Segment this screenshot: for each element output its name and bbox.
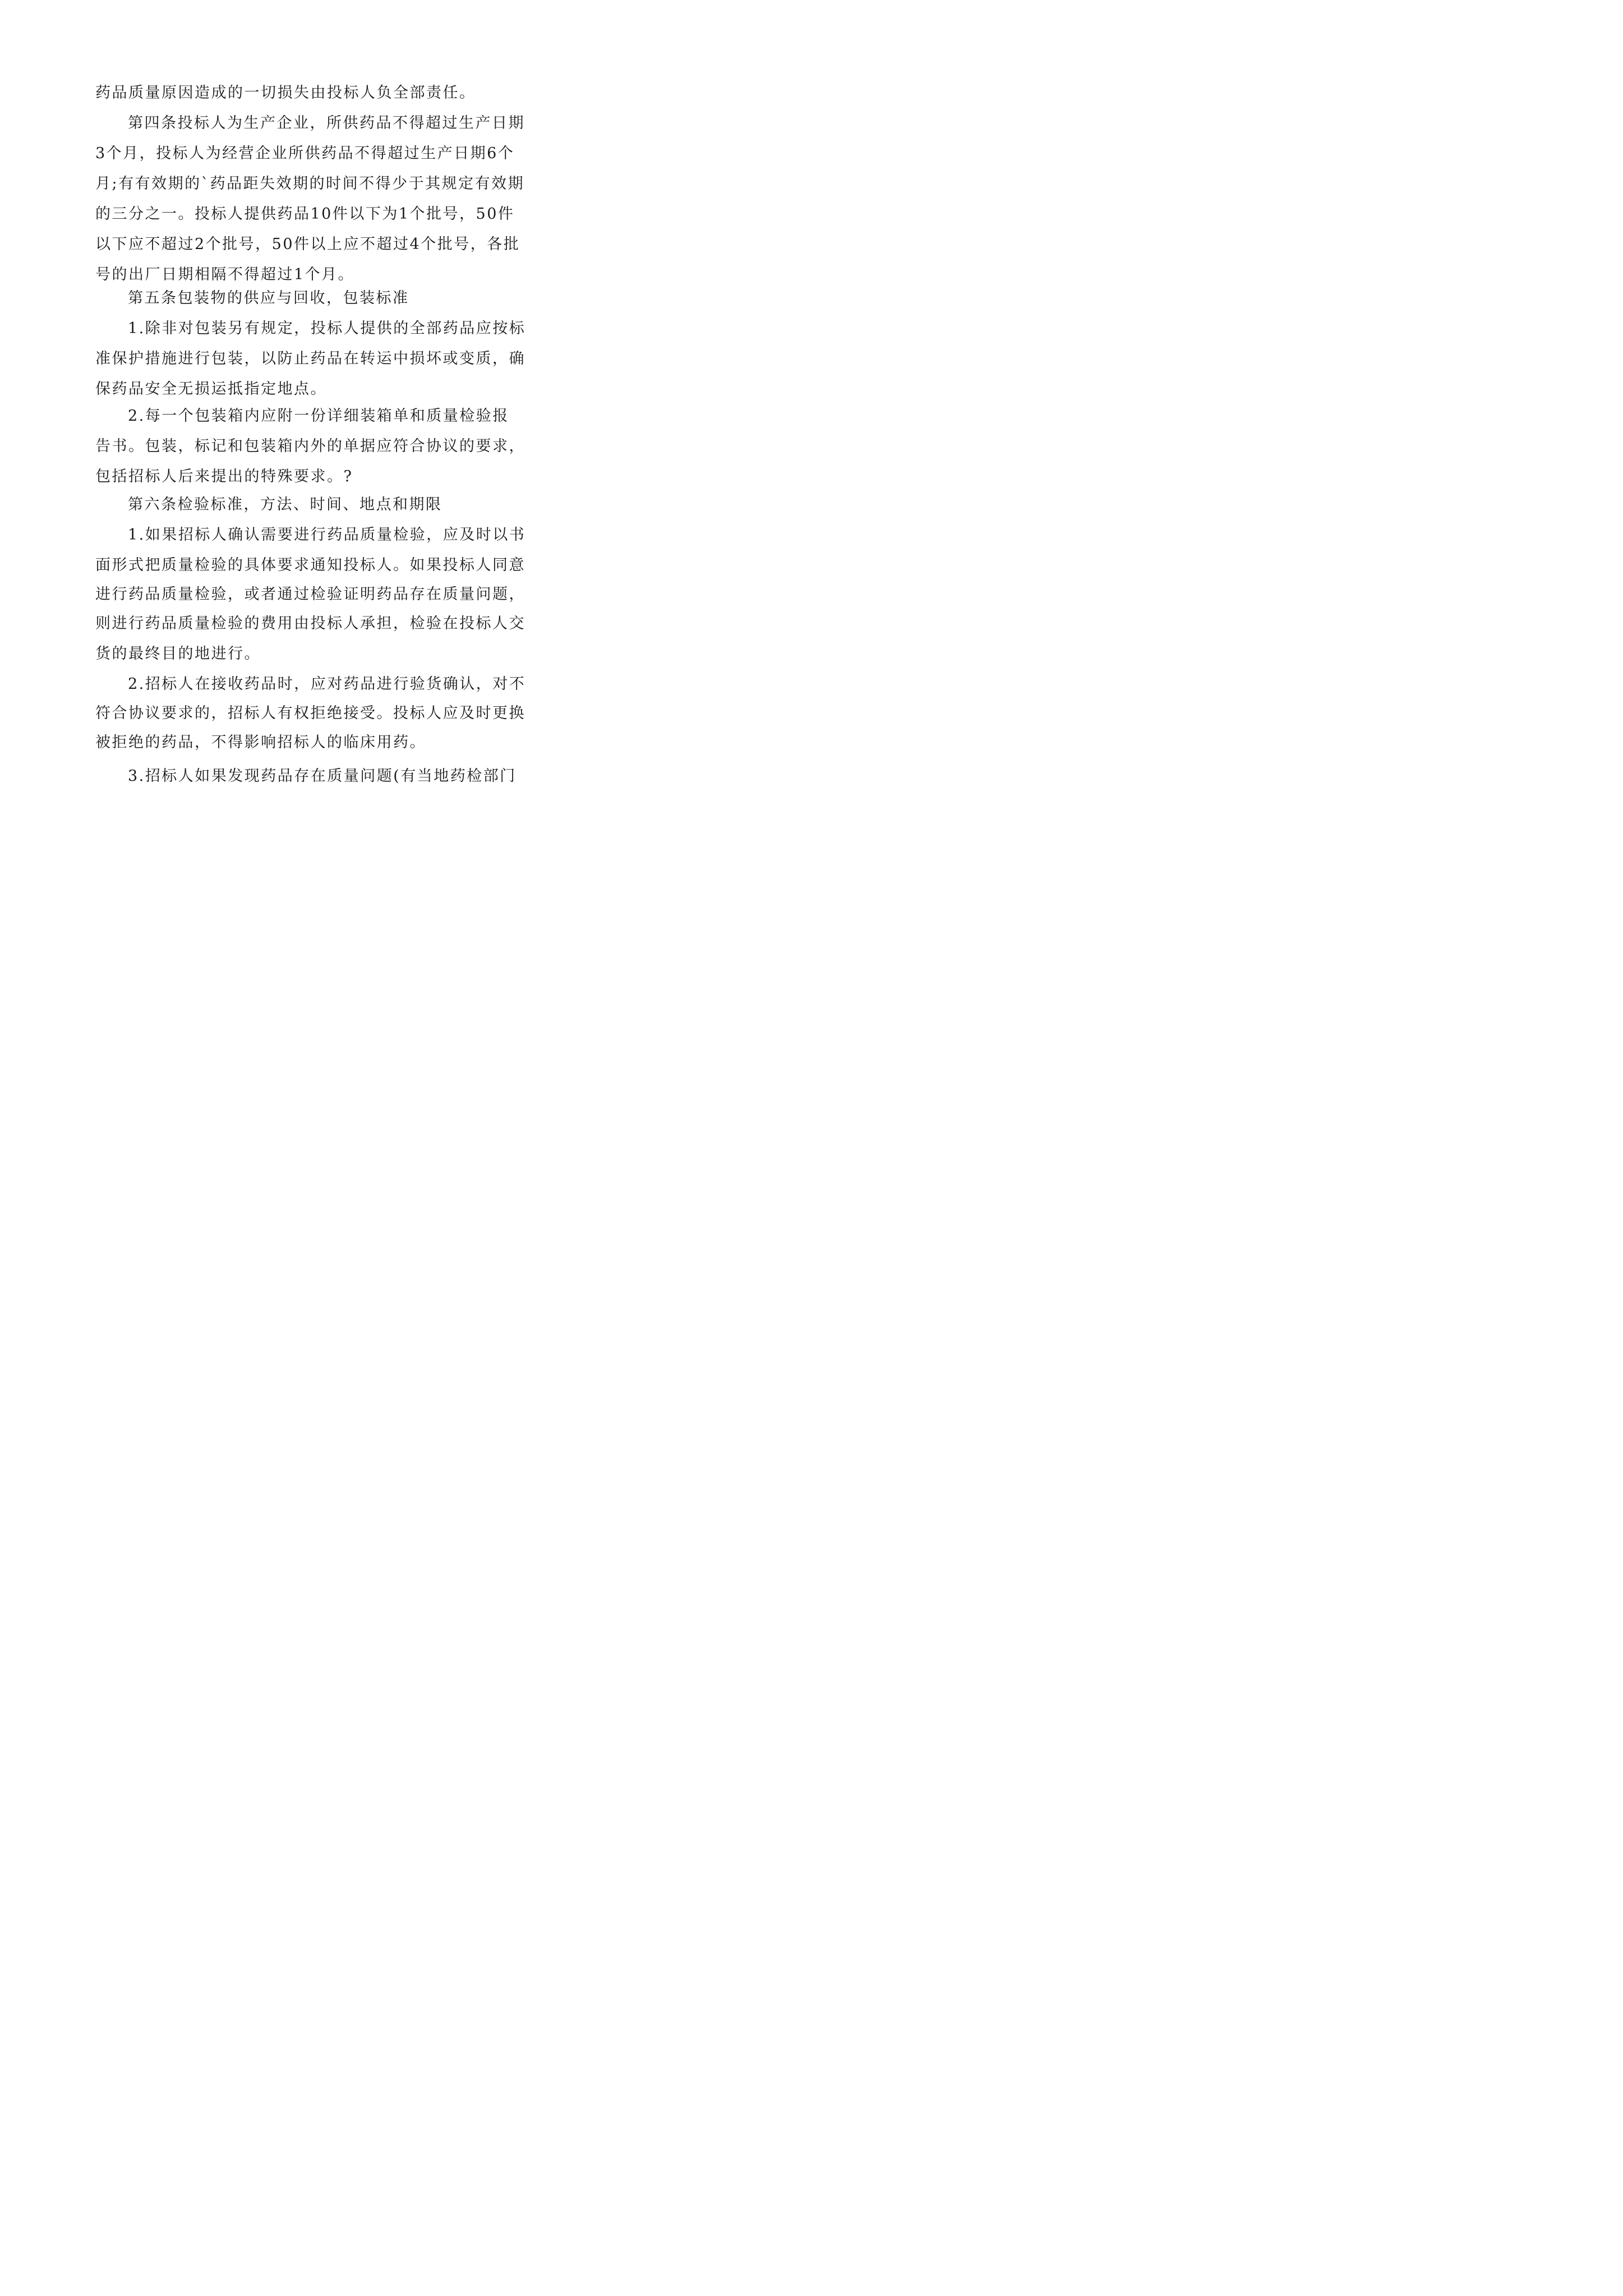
text-line: 符合协议要求的，招标人有权拒绝接受。投标人应及时更换 [95, 705, 525, 722]
text-line: 进行药品质量检验，或者通过检验证明药品存在质量问题， [95, 586, 525, 603]
text-line: 包括招标人后来提出的特殊要求。? [95, 468, 353, 485]
text-line: 准保护措施进行包装，以防止药品在转运中损坏或变质，确 [95, 350, 525, 367]
text-line: 3个月，投标人为经营企业所供药品不得超过生产日期6个 [95, 145, 515, 162]
text-line: 第五条包装物的供应与回收，包装标准 [128, 289, 409, 307]
text-line: 保药品安全无损运抵指定地点。 [95, 380, 327, 398]
text-line: 月;有有效期的`药品距失效期的时间不得少于其规定有效期 [95, 175, 525, 192]
text-line: 药品质量原因造成的一切损失由投标人负全部责任。 [95, 84, 476, 102]
text-line: 1.除非对包装另有规定，投标人提供的全部药品应按标 [128, 320, 526, 337]
text-line: 货的最终目的地进行。 [95, 645, 261, 662]
text-line: 号的出厂日期相隔不得超过1个月。 [95, 266, 355, 283]
text-line: 第四条投标人为生产企业，所供药品不得超过生产日期 [128, 114, 525, 132]
document-page [0, 0, 626, 885]
text-line: 以下应不超过2个批号，50件以上应不超过4个批号，各批 [95, 236, 520, 253]
text-line: 2.招标人在接收药品时，应对药品进行验货确认，对不 [128, 675, 526, 693]
text-line: 告书。包装，标记和包装箱内外的单据应符合协议的要求， [95, 438, 525, 455]
text-line: 则进行药品质量检验的费用由投标人承担，检验在投标人交 [95, 615, 525, 632]
text-line: 被拒绝的药品，不得影响招标人的临床用药。 [95, 734, 426, 751]
text-line: 3.招标人如果发现药品存在质量问题(有当地药检部门 [128, 767, 517, 785]
text-line: 2.每一个包装箱内应附一份详细装箱单和质量检验报 [128, 407, 509, 425]
text-line: 面形式把质量检验的具体要求通知投标人。如果投标人同意 [95, 556, 525, 574]
text-line: 的三分之一。投标人提供药品10件以下为1个批号，50件 [95, 205, 515, 223]
text-line: 1.如果招标人确认需要进行药品质量检验，应及时以书 [128, 526, 526, 544]
text-line: 第六条检验标准，方法、时间、地点和期限 [128, 496, 442, 513]
